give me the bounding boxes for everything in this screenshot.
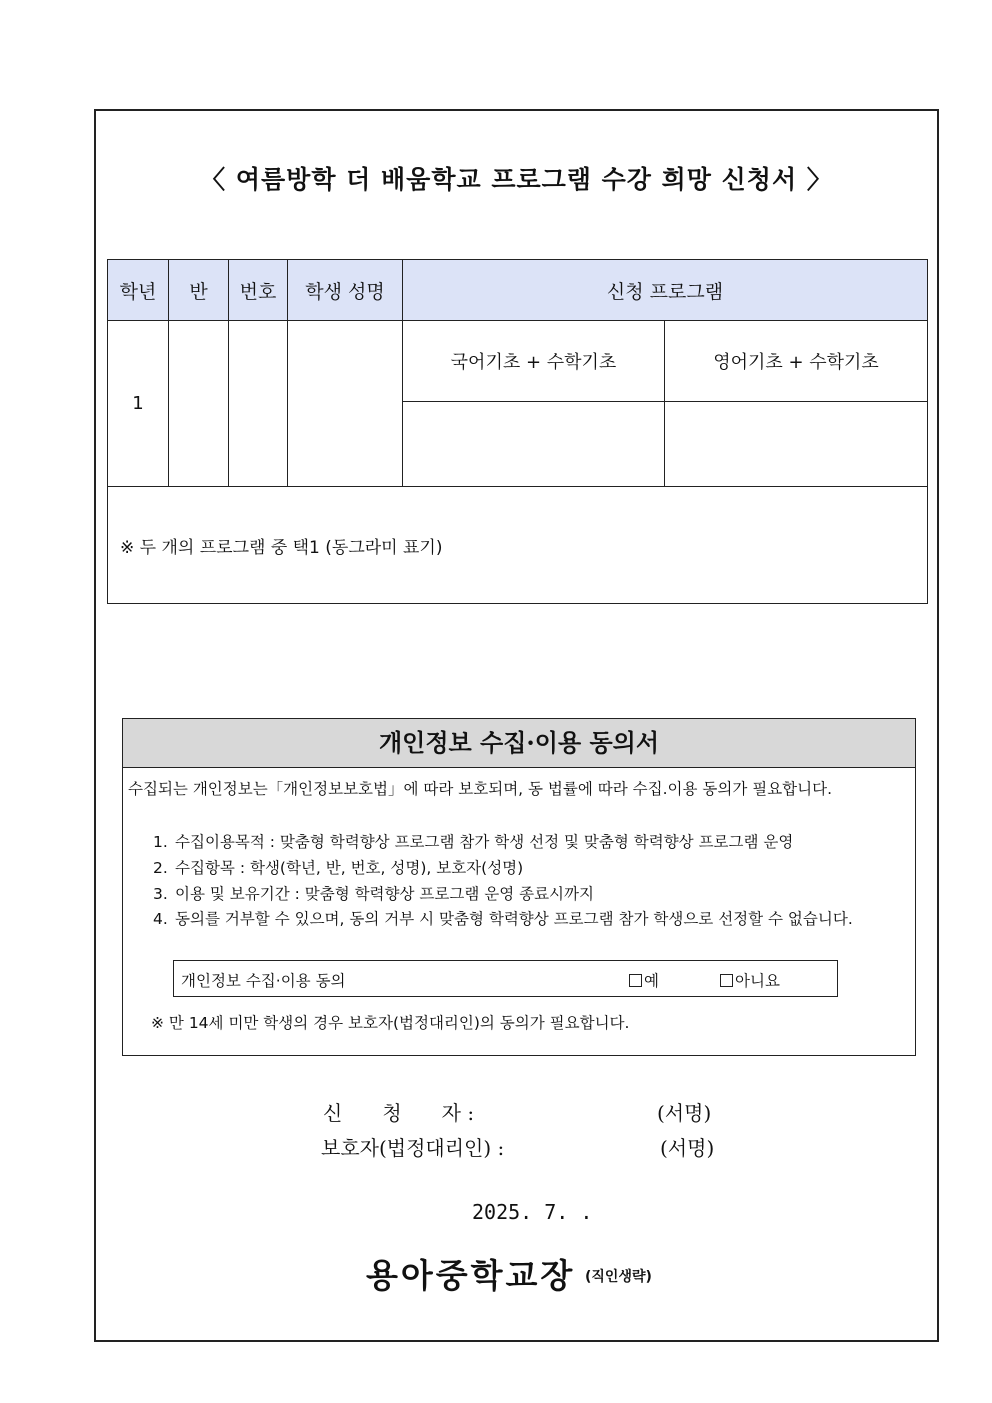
consent-heading: 개인정보 수집·이용 동의서 bbox=[123, 719, 915, 768]
consent-section bbox=[122, 718, 916, 1056]
agree-yes-option[interactable]: 예 bbox=[629, 969, 659, 991]
header-grade: 학년 bbox=[108, 260, 169, 321]
guardian-label: 보호자(법정대리인) : bbox=[321, 1136, 505, 1160]
checkbox-icon[interactable] bbox=[629, 974, 642, 987]
number-cell[interactable] bbox=[229, 321, 288, 487]
application-table bbox=[107, 259, 928, 604]
class-cell[interactable] bbox=[169, 321, 229, 487]
header-student-name: 학생 성명 bbox=[288, 260, 403, 321]
consent-agreement-box bbox=[173, 960, 838, 997]
consent-items bbox=[153, 829, 908, 928]
applicant-label: 신 청 자 : bbox=[323, 1101, 475, 1125]
guardian-consent-note: ※ 만 14세 미만 학생의 경우 보호자(법정대리인)의 동의가 필요합니다. bbox=[151, 1014, 630, 1032]
consent-item: 4. 동의를 거부할 수 있으며, 동의 거부 시 맞춤형 학력향상 프로그램 참가 학생으로 선정할 수 없습니다. bbox=[153, 910, 853, 928]
program-option-korean-math: 국어기초 + 수학기초 bbox=[403, 321, 665, 402]
header-class: 반 bbox=[169, 260, 229, 321]
agreement-label: 개인정보 수집·이용 동의 bbox=[181, 972, 346, 990]
page-title: 〈 여름방학 더 배움학교 프로그램 수강 희망 신청서 〉 bbox=[200, 165, 833, 194]
applicant-sign-mark[interactable]: (서명) bbox=[657, 1101, 712, 1125]
student-name-cell[interactable] bbox=[288, 321, 403, 487]
date: 2025. 7. . bbox=[472, 1200, 593, 1224]
selection-note: ※ 두 개의 프로그램 중 택1 (동그라미 표기) bbox=[108, 487, 928, 604]
header-number: 번호 bbox=[229, 260, 288, 321]
consent-item: 1. 수집이용목적 : 맞춤형 학력향상 프로그램 참가 학생 선정 및 맞춤형 학력향상 프로그램 운영 bbox=[153, 833, 794, 851]
program-option-english-math: 영어기초 + 수학기초 bbox=[665, 321, 928, 402]
program-choice-b-cell[interactable] bbox=[665, 402, 928, 487]
header-program: 신청 프로그램 bbox=[403, 260, 928, 321]
agree-no-option[interactable]: 아니요 bbox=[720, 969, 780, 991]
checkbox-icon[interactable] bbox=[720, 974, 733, 987]
consent-intro: 수집되는 개인정보는「개인정보보호법」에 따라 보호되며, 동 법률에 따라 수집.이용 동의가 필요합니다. bbox=[128, 780, 833, 798]
program-choice-a-cell[interactable] bbox=[403, 402, 665, 487]
guardian-sign-mark[interactable]: (서명) bbox=[660, 1136, 715, 1160]
consent-item: 3. 이용 및 보유기간 : 맞춤형 학력향상 프로그램 운영 종료시까지 bbox=[153, 885, 594, 903]
seal-omitted-note: (직인생략) bbox=[585, 1269, 652, 1285]
grade-cell[interactable]: 1 bbox=[108, 321, 169, 487]
consent-item: 2. 수집항목 : 학생(학년, 반, 번호, 성명), 보호자(성명) bbox=[153, 859, 524, 877]
school-principal: 용아중학교장 bbox=[366, 1256, 576, 1295]
